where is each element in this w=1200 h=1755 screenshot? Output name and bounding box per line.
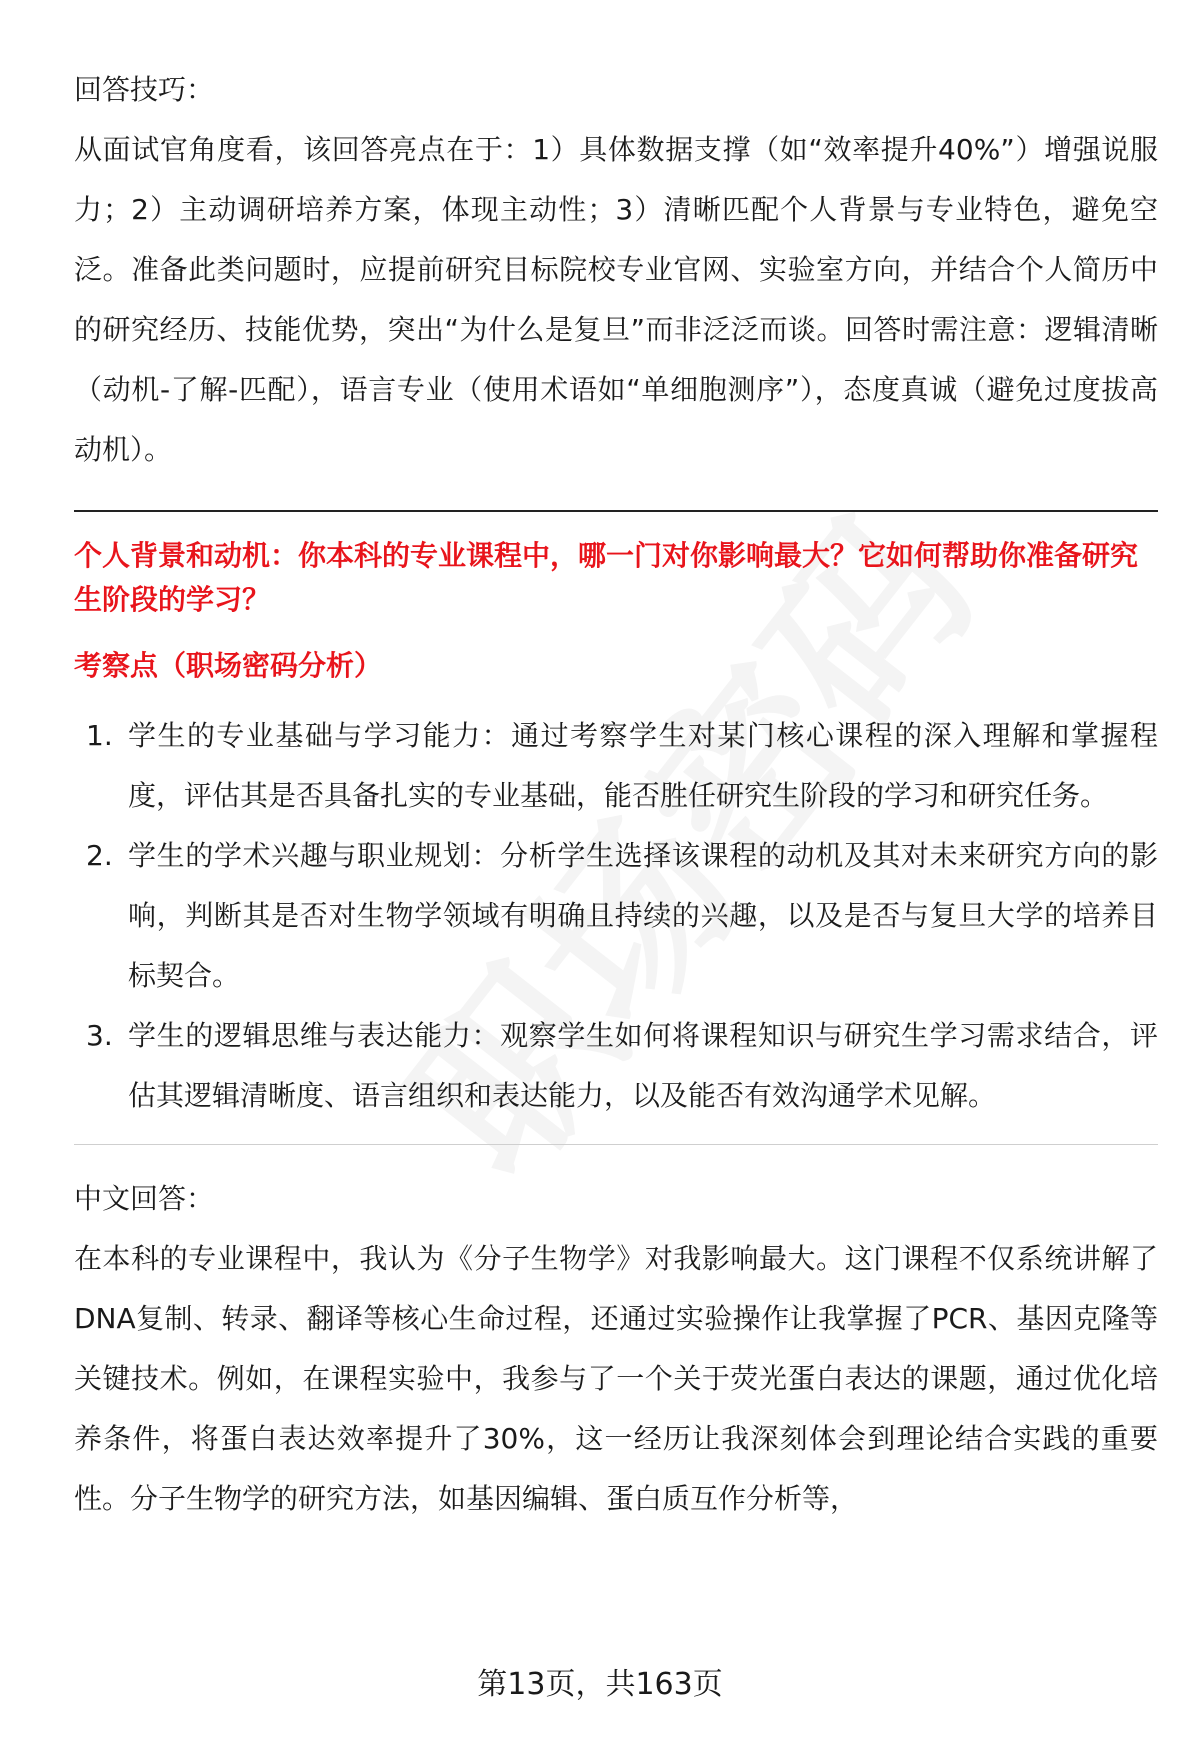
chinese-answer-label: 中文回答： — [74, 1182, 215, 1215]
list-item-number: 1. — [86, 719, 113, 752]
answer-tips-label: 回答技巧： — [74, 73, 215, 106]
list-item — [74, 826, 1158, 1006]
answer-divider — [74, 1144, 1158, 1145]
answer-tips-text: 从面试官角度看，该回答亮点在于：1）具体数据支撑（如“效率提升40%”）增强说服力；2）主动调研培养方案，体现主动性；3）清晰匹配个人背景与专业特色，避免空泛。准备此类问题时，应提前研究目标院校专业官网、实验室方向，并结合个人简历中的研究经历、技能优势，突出“为什么是复旦”而非泛泛而谈。回答时需注意：逻辑清晰（动机-了解-匹配），语言专业（使用术语如“单细胞测序”），态度真诚（避免过度拔高动机）。 — [74, 133, 1158, 466]
list-item-number: 2. — [86, 839, 113, 872]
list-item — [74, 706, 1158, 826]
list-item-text: 学生的专业基础与学习能力：通过考察学生对某门核心课程的深入理解和掌握程度，评估其是否具备扎实的专业基础，能否胜任研究生阶段的学习和研究任务。 — [128, 719, 1158, 812]
document-page — [74, 60, 1158, 1529]
list-item-text: 学生的学术兴趣与职业规划：分析学生选择该课程的动机及其对未来研究方向的影响，判断其是否对生物学领域有明确且持续的兴趣，以及是否与复旦大学的培养目标契合。 — [128, 839, 1158, 992]
analysis-points-list — [74, 706, 1158, 1126]
chinese-answer-text: 在本科的专业课程中，我认为《分子生物学》对我影响最大。这门课程不仅系统讲解了DNA复制、转录、翻译等核心生命过程，还通过实验操作让我掌握了PCR、基因克隆等关键技术。例如，在课程实验中，我参与了一个关于荧光蛋白表达的课题，通过优化培养条件，将蛋白表达效率提升了30%，这一经历让我深刻体会到理论结合实践的重要性。分子生物学的研究方法，如基因编辑、蛋白质互作分析等， — [74, 1242, 1158, 1515]
list-item-number: 3. — [86, 1019, 113, 1052]
list-item-text: 学生的逻辑思维与表达能力：观察学生如何将课程知识与研究生学习需求结合，评估其逻辑清晰度、语言组织和表达能力，以及能否有效沟通学术见解。 — [128, 1019, 1158, 1112]
analysis-heading: 考察点（职场密码分析） — [74, 649, 383, 682]
list-item — [74, 1006, 1158, 1126]
page-number: 第13页，共163页 — [477, 1667, 723, 1702]
question-title: 个人背景和动机：你本科的专业课程中，哪一门对你影响最大？它如何帮助你准备研究生阶段的学习？ — [74, 539, 1139, 616]
section-divider — [74, 510, 1158, 512]
